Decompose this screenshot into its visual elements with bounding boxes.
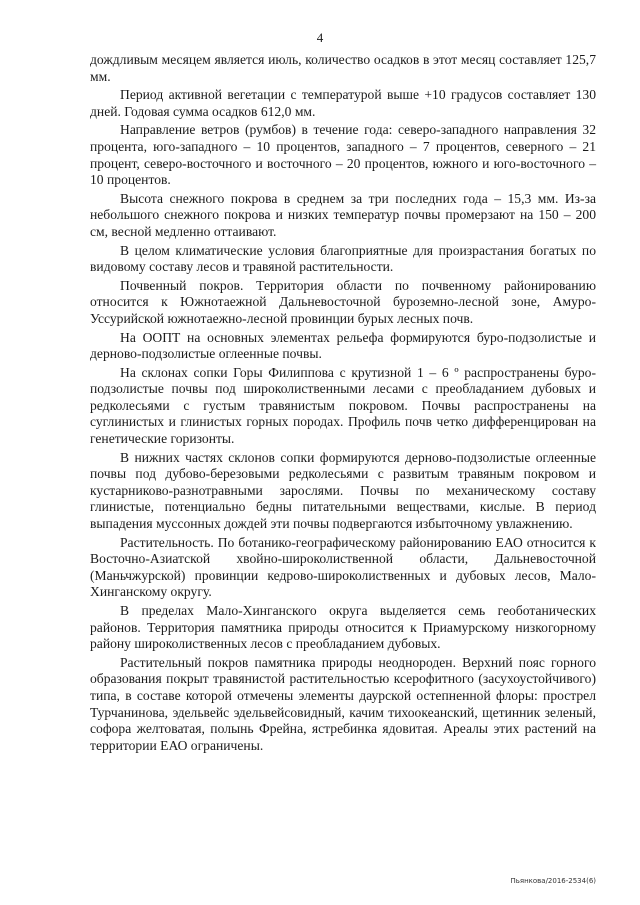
paragraph: В пределах Мало-Хинганского округа выделяется семь геоботанических районов. Территория памятника природы относится к Приамурскому низкогорному району широколиственных лесов с преобладанием дубовых.: [90, 603, 596, 652]
footer-reference: Пьянкова/2016-2534(6): [510, 877, 596, 885]
paragraph: На склонах сопки Горы Филиппова с крутизной 1 – 6 º распространены буро-подзолистые почвы под широколиственными лесами с преобладанием дубовых и редколесьями с густым травянистым покровом. Почвы распространены на суглинистых и глинистых горных породах. Профиль почв четко дифференцирован на генетические горизонты.: [90, 364, 596, 447]
paragraph: Высота снежного покрова в среднем за три последних года – 15,3 мм. Из-за небольшого снежного покрова и низких температур почвы промерзают на 150 – 200 см, весной медленно оттаивают.: [90, 190, 596, 239]
paragraph: Растительный покров памятника природы неоднороден. Верхний пояс горного образования покрыт травянистой растительностью ксерофитного (засухоустойчивого) типа, в составе которой отмечены элементы даурской остепненной флоры: прострел Турчанинова, эдельвейс эдельвейсовидный, качим тихоокеанский, щетинник зеленый, софора желтоватая, полынь Фрейна, ястребинка ядовитая. Ареалы этих растений на территории ЕАО ограничены.: [90, 654, 596, 753]
paragraph: дождливым месяцем является июль, количество осадков в этот месяц составляет 125,7 мм.: [90, 52, 596, 84]
paragraph: Почвенный покров. Территория области по почвенному районированию относится к Южнотаежной Дальневосточной буроземно-лесной зоне, Амуро-Уссурийской южнотаежно-лесной провинции бурых лесных почв.: [90, 277, 596, 326]
paragraph: Растительность. По ботанико-географическому районированию ЕАО относится к Восточно-Азиатской хвойно-широколиственной области, Дальневосточной (Маньчжурской) провинции кедрово-широколиственных и дубовых лесов, Мало-Хинганскому округу.: [90, 534, 596, 600]
paragraph: В целом климатические условия благоприятные для произрастания богатых по видовому составу лесов и травяной растительности.: [90, 242, 596, 275]
page-number: 4: [316, 30, 324, 45]
paragraph: В нижних частях склонов сопки формируются дерново-подзолистые оглеенные почвы под дубово-березовыми редколесьями с развитым травяным покровом и кустарниково-разнотравными зарослями. Почвы по механическому составу глинистые, потенциально бедны питательными веществами, кислые. В период выпадения муссонных дождей эти почвы подвергаются избыточному увлажнению.: [90, 449, 596, 532]
paragraph: На ООПТ на основных элементах рельефа формируются буро-подзолистые и дерново-подзолистые оглеенные почвы.: [90, 329, 596, 362]
document-body: [90, 52, 596, 756]
paragraph: Направление ветров (румбов) в течение года: северо-западного направления 32 процента, юго-западного – 10 процентов, западного – 7 процентов, северного – 21 процент, северо-восточного и восточного – 20 процентов, южного и юго-восточного – 10 процентов.: [90, 122, 596, 188]
paragraph: Период активной вегетации с температурой выше +10 градусов составляет 130 дней. Годовая сумма осадков 612,0 мм.: [90, 87, 596, 119]
